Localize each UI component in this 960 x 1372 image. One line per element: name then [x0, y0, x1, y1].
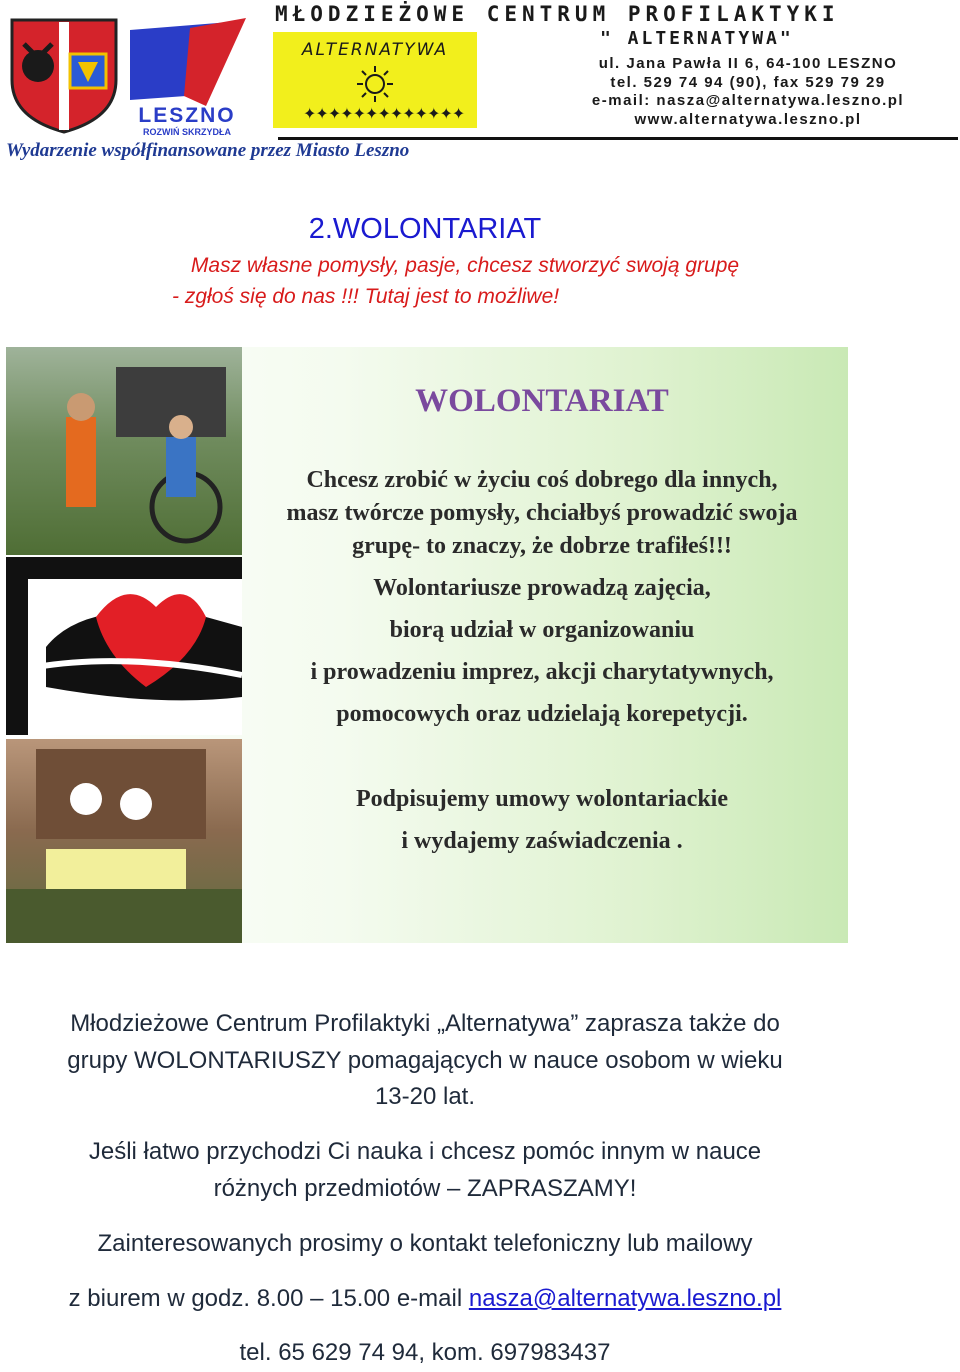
poster-line: i wydajemy zaświadczenia . [401, 828, 683, 854]
phone-line: tel. 529 74 94 (90), fax 529 79 29 [610, 73, 886, 91]
sun-icon [355, 64, 395, 104]
contact-block [548, 55, 948, 129]
people-chain-icon: ✦✦✦✦✦✦✦✦✦✦✦✦✦ [303, 106, 465, 123]
section-subtitle-2: - zgłoś się do nas !!! Tutaj jest to możliwe! [172, 285, 560, 308]
www-line: www.alternatywa.leszno.pl [634, 110, 862, 128]
phone-numbers: tel. 65 629 74 94, kom. 697983437 [239, 1339, 611, 1366]
alternatywa-logo-text: ALTERNATYWA [301, 40, 449, 60]
section-subtitle-1: Masz własne pomysły, pasje, chcesz stworzyć swoją grupę [190, 254, 740, 277]
intro-line-3: 13-20 lat. [374, 1083, 476, 1110]
invite-paragraph [0, 1134, 850, 1207]
leszno-logo-slogan: ROZWIŃ SKRZYDŁA [143, 127, 231, 137]
section-title: 2.WOLONTARIAT [308, 213, 542, 245]
leszno-logo-text: LESZNO [138, 104, 236, 127]
poster-line: masz twórcze pomysły, chciałbyś prowadzić swoja [286, 500, 798, 526]
poster-line: i prowadzeniu imprez, akcji charytatywnych, [310, 659, 774, 685]
office-hours-line [0, 1281, 850, 1318]
invite-line-2: różnych przedmiotów – ZAPRASZAMY! [213, 1174, 637, 1202]
poster-line: Wolontariusze prowadzą zajęcia, [373, 575, 711, 601]
alternatywa-logo [273, 32, 477, 128]
heart-hands-graphic [6, 557, 242, 735]
intro-paragraph [0, 1006, 850, 1116]
intro-line-2: grupy WOLONTARIUSZY pomagających w nauce osobom w wieku [67, 1046, 783, 1074]
invite-line-1: Jeśli łatwo przychodzi Ci nauka i chcesz pomóc innym w nauce [88, 1138, 762, 1165]
address-line: ul. Jana Pawła II 6, 64-100 LESZNO [598, 55, 898, 72]
contact-paragraph: Zainteresowanych prosimy o kontakt telefoniczny lub mailowy [97, 1230, 753, 1257]
volunteer-poster [6, 347, 848, 943]
poster-line: grupę- to znaczy, że dobrze trafiłeś!!! [352, 533, 732, 559]
intro-line-1: Młodzieżowe Centrum Profilaktyki „Alternatywa” zaprasza także do [70, 1010, 780, 1037]
email-line: e-mail: nasza@alternatywa.leszno.pl [591, 92, 905, 109]
cofinance-note: Wydarzenie współfinansowane przez Miasto Leszno [6, 140, 410, 161]
org-name-line2: " ALTERNATYWA" [600, 28, 794, 49]
photo-outdoor-volunteers [6, 347, 242, 555]
poster-line: Podpisujemy umowy wolontariackie [356, 786, 728, 812]
coat-of-arms-logo [8, 14, 120, 134]
poster-line: Chcesz zrobić w życiu coś dobrego dla innych, [306, 467, 778, 493]
email-link[interactable]: nasza@alternatywa.leszno.pl [468, 1285, 782, 1312]
photo-event-crowd [6, 739, 242, 943]
poster-line: biorą udział w organizowaniu [389, 617, 695, 643]
leszno-city-logo [126, 14, 248, 138]
poster-title: WOLONTARIAT [415, 383, 669, 419]
poster-line: pomocowych oraz udzielają korepetycji. [336, 701, 748, 727]
org-name-line1: MŁODZIEŻOWE CENTRUM PROFILAKTYKI [275, 2, 840, 26]
office-hours-text: z biurem w godz. 8.00 – 15.00 e-mail [68, 1285, 469, 1312]
